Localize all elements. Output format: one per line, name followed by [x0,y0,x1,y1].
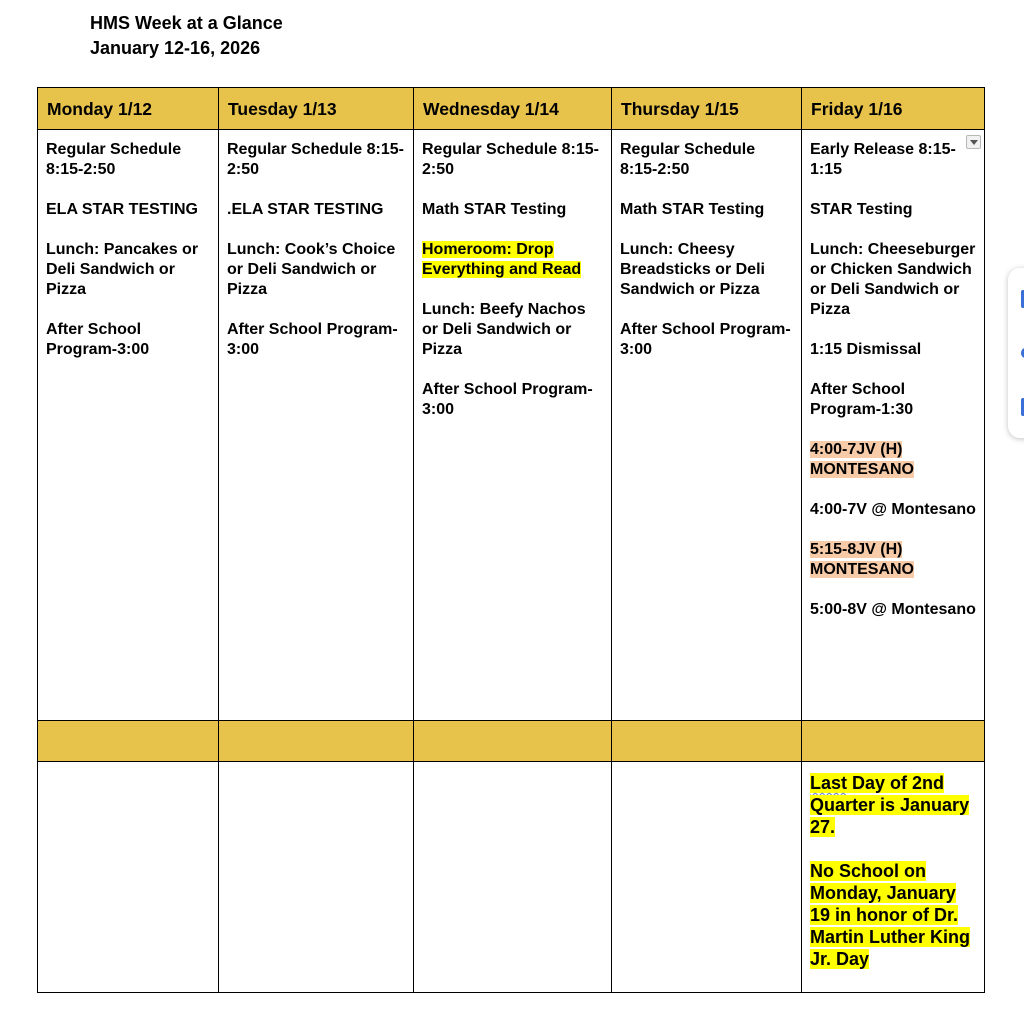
empty-note-cell[interactable] [219,762,414,993]
day-cell-friday[interactable] [802,130,985,721]
schedule-item-text: .ELA STAR TESTING [227,201,384,218]
day-cell-thursday[interactable] [612,130,802,721]
day-header-wednesday: Wednesday 1/14 [414,88,612,130]
schedule-item [810,240,976,320]
schedule-item-text: Math STAR Testing [422,201,567,218]
band-cell [219,721,414,762]
schedule-item [422,240,603,280]
page-title: HMS Week at a Glance [90,13,283,33]
schedule-item [810,600,976,620]
day-header-tuesday: Tuesday 1/13 [219,88,414,130]
separator-band-row [38,721,985,762]
band-cell [38,721,219,762]
schedule-item-text: Lunch: Cook’s Choice or Deli Sandwich or Pizza [227,241,396,298]
schedule-item-text: STAR Testing [810,201,913,218]
schedule-item-text: Regular Schedule 8:15-2:50 [46,141,182,178]
schedule-item-text: Homeroom: Drop Everything and Read [422,241,582,278]
day-header-thursday: Thursday 1/15 [612,88,802,130]
schedule-item-text: Lunch: Cheesy Breadsticks or Deli Sandwich or Pizza [620,241,765,298]
schedule-item-text: Lunch: Pancakes or Deli Sandwich or Pizza [46,241,199,298]
schedule-item [810,440,976,480]
schedule-item-text: Lunch: Cheeseburger or Chicken Sandwich or Deli Sandwich or Pizza [810,241,976,318]
schedule-item-text: After School Program-1:30 [810,381,914,418]
schedule-item [620,200,793,220]
schedule-item-text: Early Release 8:15-1:15 [810,141,956,178]
schedule-item [810,340,976,360]
schedule-item [46,200,210,220]
schedule-item [46,240,210,300]
day-cell-monday[interactable] [38,130,219,721]
schedule-item-text: After School Program-3:00 [422,381,593,418]
page-title-block [90,11,283,61]
schedule-item-text: 5:00-8V @ Montesano [810,601,976,618]
schedule-item-text: Regular Schedule 8:15-2:50 [422,141,599,178]
cell-dropdown-chevron-icon[interactable] [966,135,981,149]
schedule-item [810,200,976,220]
day-header-row [38,88,985,130]
schedule-item [227,200,405,220]
schedule-item [227,320,405,360]
day-header-monday: Monday 1/12 [38,88,219,130]
schedule-item [227,240,405,300]
band-cell [612,721,802,762]
band-cell [414,721,612,762]
schedule-item [810,380,976,420]
empty-note-cell[interactable] [414,762,612,993]
empty-note-cell[interactable] [38,762,219,993]
schedule-item [422,200,603,220]
schedule-item [422,140,603,180]
schedule-item-text: Lunch: Beefy Nachos or Deli Sandwich or Pizza [422,301,586,358]
schedule-item [620,140,793,180]
schedule-item-text: 4:00-7JV (H) MONTESANO [810,441,914,478]
spellcheck-word: Last [810,773,848,793]
schedule-item [227,140,405,180]
schedule-item [620,240,793,300]
schedule-item-text: 5:15-8JV (H) MONTESANO [810,541,914,578]
schedule-item-text: 4:00-7V @ Montesano [810,501,976,518]
schedule-item-text: Math STAR Testing [620,201,765,218]
page-subtitle-dates: January 12-16, 2026 [90,38,261,58]
schedule-item-text: After School Program-3:00 [227,321,398,358]
schedule-item [620,320,793,360]
notes-row [38,762,985,993]
schedule-item [810,540,976,580]
schedule-item-text: After School Program-3:00 [620,321,791,358]
day-cell-tuesday[interactable] [219,130,414,721]
empty-note-cell[interactable] [612,762,802,993]
schedule-item-text: After School Program-3:00 [46,321,150,358]
mlk-day-note: No School on Monday, January 19 in honor of Dr. Martin Luther King Jr. Day [810,861,970,969]
week-schedule-table [37,87,985,993]
schedule-item [422,300,603,360]
quarter-end-note: Last Day of 2nd Quarter is January 27. [810,773,970,837]
friday-notes-cell[interactable] [802,762,985,993]
schedule-item-text: 1:15 Dismissal [810,341,922,358]
side-toolbar-panel[interactable] [1008,268,1024,438]
day-details-row [38,130,985,721]
schedule-item-text: ELA STAR TESTING [46,201,198,218]
band-cell [802,721,985,762]
schedule-item [810,140,976,180]
schedule-item-text: Regular Schedule 8:15-2:50 [227,141,404,178]
schedule-item [46,320,210,360]
day-header-friday: Friday 1/16 [802,88,985,130]
schedule-item-text: Regular Schedule 8:15-2:50 [620,141,756,178]
day-cell-wednesday[interactable] [414,130,612,721]
schedule-item [422,380,603,420]
schedule-item [810,500,976,520]
schedule-item [46,140,210,180]
